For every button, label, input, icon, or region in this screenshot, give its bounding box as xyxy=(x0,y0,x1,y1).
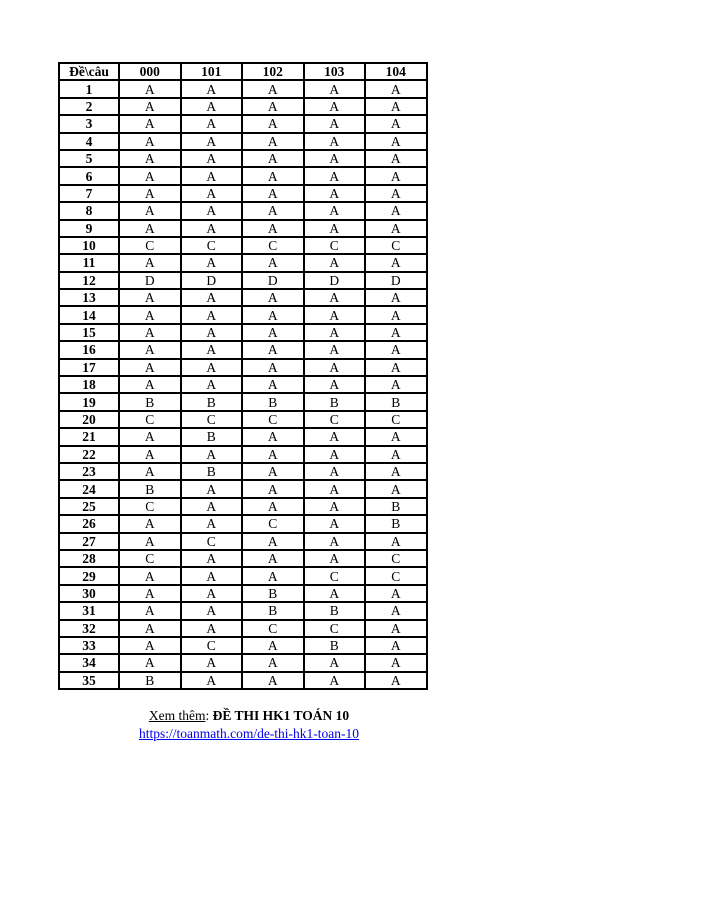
answer-cell: A xyxy=(304,533,366,550)
answer-cell: A xyxy=(119,533,181,550)
answer-cell: A xyxy=(242,533,304,550)
answer-cell: A xyxy=(242,150,304,167)
question-number-cell: 27 xyxy=(59,533,119,550)
answer-cell: A xyxy=(304,167,366,184)
answer-cell: A xyxy=(242,98,304,115)
answer-cell: A xyxy=(304,654,366,671)
question-number-cell: 35 xyxy=(59,672,119,689)
answer-cell: A xyxy=(304,550,366,567)
table-row xyxy=(59,672,427,689)
answer-cell: A xyxy=(119,463,181,480)
table-row xyxy=(59,446,427,463)
answer-cell: A xyxy=(304,376,366,393)
answer-cell: A xyxy=(242,480,304,497)
answer-cell: A xyxy=(181,133,243,150)
question-number-cell: 24 xyxy=(59,480,119,497)
answer-cell: A xyxy=(119,289,181,306)
answer-cell: A xyxy=(181,602,243,619)
answer-cell: A xyxy=(242,341,304,358)
answer-cell: A xyxy=(181,115,243,132)
table-row xyxy=(59,550,427,567)
question-number-cell: 8 xyxy=(59,202,119,219)
answer-cell: A xyxy=(304,98,366,115)
answer-cell: A xyxy=(242,359,304,376)
answer-cell: A xyxy=(304,446,366,463)
question-number-cell: 1 xyxy=(59,80,119,97)
answer-cell: C xyxy=(242,620,304,637)
answer-cell: A xyxy=(242,80,304,97)
answer-cell: A xyxy=(119,585,181,602)
answer-cell: C xyxy=(242,237,304,254)
answer-cell: A xyxy=(242,115,304,132)
table-row xyxy=(59,133,427,150)
answer-cell: A xyxy=(365,620,427,637)
answer-cell: A xyxy=(181,220,243,237)
answer-cell: A xyxy=(242,654,304,671)
answer-cell: A xyxy=(304,498,366,515)
answer-cell: A xyxy=(181,654,243,671)
answer-cell: D xyxy=(181,272,243,289)
table-row xyxy=(59,533,427,550)
answer-cell: C xyxy=(181,533,243,550)
see-more-label: Xem thêm xyxy=(148,708,206,723)
question-number-cell: 34 xyxy=(59,654,119,671)
answer-cell: A xyxy=(181,150,243,167)
answer-cell: A xyxy=(119,637,181,654)
answer-cell: A xyxy=(119,167,181,184)
question-number-cell: 17 xyxy=(59,359,119,376)
table-row xyxy=(59,80,427,97)
answer-cell: A xyxy=(242,167,304,184)
table-row xyxy=(59,272,427,289)
header-cell-exam-question: Đề\câu xyxy=(59,63,119,80)
answer-cell: A xyxy=(119,80,181,97)
question-number-cell: 6 xyxy=(59,167,119,184)
answer-cell: A xyxy=(119,428,181,445)
answer-cell: A xyxy=(181,376,243,393)
answer-cell: A xyxy=(365,585,427,602)
answer-cell: A xyxy=(365,602,427,619)
answer-cell: B xyxy=(304,602,366,619)
answer-cell: A xyxy=(365,637,427,654)
answer-cell: A xyxy=(365,341,427,358)
table-row xyxy=(59,463,427,480)
answer-cell: A xyxy=(119,324,181,341)
answer-cell: A xyxy=(119,98,181,115)
answer-cell: A xyxy=(119,620,181,637)
header-cell-exam-code: 103 xyxy=(304,63,366,80)
answer-cell: C xyxy=(119,550,181,567)
answer-cell: C xyxy=(119,498,181,515)
table-row xyxy=(59,220,427,237)
answer-cell: B xyxy=(304,393,366,410)
table-row xyxy=(59,202,427,219)
answer-cell: D xyxy=(119,272,181,289)
answer-cell: A xyxy=(242,202,304,219)
question-number-cell: 3 xyxy=(59,115,119,132)
answer-cell: A xyxy=(304,324,366,341)
table-row xyxy=(59,254,427,271)
question-number-cell: 11 xyxy=(59,254,119,271)
question-number-cell: 19 xyxy=(59,393,119,410)
answer-cell: A xyxy=(181,672,243,689)
question-number-cell: 28 xyxy=(59,550,119,567)
table-row xyxy=(59,654,427,671)
table-row xyxy=(59,515,427,532)
question-number-cell: 10 xyxy=(59,237,119,254)
table-body xyxy=(59,80,427,689)
answer-cell: D xyxy=(304,272,366,289)
answer-cell: A xyxy=(365,306,427,323)
answer-cell: A xyxy=(119,446,181,463)
answer-cell: A xyxy=(365,202,427,219)
answer-cell: B xyxy=(242,602,304,619)
table-row xyxy=(59,237,427,254)
answer-cell: C xyxy=(304,237,366,254)
table-row xyxy=(59,289,427,306)
question-number-cell: 2 xyxy=(59,98,119,115)
answer-cell: A xyxy=(181,446,243,463)
question-number-cell: 32 xyxy=(59,620,119,637)
answer-cell: C xyxy=(365,411,427,428)
table-row xyxy=(59,567,427,584)
answer-cell: A xyxy=(242,550,304,567)
table-row xyxy=(59,306,427,323)
answer-cell: C xyxy=(181,637,243,654)
answer-cell: D xyxy=(242,272,304,289)
answer-cell: A xyxy=(304,289,366,306)
answer-cell: C xyxy=(365,550,427,567)
answer-cell: A xyxy=(365,376,427,393)
answer-cell: A xyxy=(365,98,427,115)
question-number-cell: 15 xyxy=(59,324,119,341)
see-more-title: ĐỀ THI HK1 TOÁN 10 xyxy=(212,708,350,723)
answer-cell: A xyxy=(119,220,181,237)
answer-cell: A xyxy=(365,672,427,689)
answer-cell: A xyxy=(119,602,181,619)
answer-cell: A xyxy=(181,620,243,637)
table-row xyxy=(59,637,427,654)
answer-cell: A xyxy=(119,376,181,393)
answer-cell: C xyxy=(365,237,427,254)
answer-cell: B xyxy=(365,515,427,532)
question-number-cell: 29 xyxy=(59,567,119,584)
table-row xyxy=(59,480,427,497)
answer-cell: A xyxy=(304,515,366,532)
question-number-cell: 21 xyxy=(59,428,119,445)
answer-cell: C xyxy=(242,515,304,532)
answer-cell: A xyxy=(365,428,427,445)
answer-cell: A xyxy=(181,359,243,376)
answer-cell: A xyxy=(119,306,181,323)
answer-cell: A xyxy=(242,254,304,271)
header-cell-exam-code: 102 xyxy=(242,63,304,80)
answer-cell: A xyxy=(304,341,366,358)
answer-cell: B xyxy=(304,637,366,654)
question-number-cell: 4 xyxy=(59,133,119,150)
answer-cell: A xyxy=(304,585,366,602)
answer-cell: A xyxy=(242,133,304,150)
answer-cell: B xyxy=(119,480,181,497)
answer-cell: A xyxy=(119,254,181,271)
answer-cell: A xyxy=(181,550,243,567)
header-cell-exam-code: 000 xyxy=(119,63,181,80)
answer-cell: B xyxy=(181,428,243,445)
answer-cell: A xyxy=(242,567,304,584)
answer-cell: A xyxy=(119,341,181,358)
answer-cell: B xyxy=(365,498,427,515)
answer-cell: A xyxy=(304,80,366,97)
answer-cell: A xyxy=(365,324,427,341)
table-row xyxy=(59,498,427,515)
answer-cell: A xyxy=(304,185,366,202)
table-row xyxy=(59,341,427,358)
question-number-cell: 12 xyxy=(59,272,119,289)
answer-cell: C xyxy=(181,411,243,428)
table-row xyxy=(59,98,427,115)
answer-cell: B xyxy=(119,393,181,410)
answer-cell: B xyxy=(242,393,304,410)
question-number-cell: 16 xyxy=(59,341,119,358)
answer-cell: A xyxy=(181,98,243,115)
answer-cell: A xyxy=(365,654,427,671)
answer-cell: A xyxy=(304,202,366,219)
question-number-cell: 25 xyxy=(59,498,119,515)
answer-cell: A xyxy=(242,185,304,202)
answer-cell: A xyxy=(119,202,181,219)
answer-cell: A xyxy=(181,480,243,497)
answer-cell: A xyxy=(365,80,427,97)
answer-cell: A xyxy=(365,167,427,184)
answer-cell: B xyxy=(365,393,427,410)
answer-cell: B xyxy=(181,463,243,480)
answer-cell: A xyxy=(365,480,427,497)
answer-cell: A xyxy=(365,533,427,550)
table-row xyxy=(59,115,427,132)
answer-cell: B xyxy=(242,585,304,602)
answer-cell: A xyxy=(181,515,243,532)
header-cell-exam-code: 101 xyxy=(181,63,243,80)
table-row xyxy=(59,359,427,376)
question-number-cell: 13 xyxy=(59,289,119,306)
answer-cell: B xyxy=(181,393,243,410)
answer-cell: A xyxy=(242,446,304,463)
answer-cell: A xyxy=(365,289,427,306)
answer-cell: A xyxy=(304,359,366,376)
answer-cell: A xyxy=(242,498,304,515)
table-row xyxy=(59,393,427,410)
answer-cell: A xyxy=(365,446,427,463)
question-number-cell: 22 xyxy=(59,446,119,463)
see-more-line xyxy=(58,708,440,724)
question-number-cell: 5 xyxy=(59,150,119,167)
header-cell-exam-code: 104 xyxy=(365,63,427,80)
question-number-cell: 20 xyxy=(59,411,119,428)
answer-cell: A xyxy=(119,359,181,376)
answer-cell: A xyxy=(365,359,427,376)
answer-cell: A xyxy=(181,202,243,219)
table-row xyxy=(59,185,427,202)
see-more-separator: : xyxy=(205,708,213,723)
answer-cell: A xyxy=(119,185,181,202)
answer-cell: A xyxy=(181,167,243,184)
question-number-cell: 7 xyxy=(59,185,119,202)
answer-cell: A xyxy=(304,220,366,237)
answer-cell: A xyxy=(304,133,366,150)
answer-cell: A xyxy=(365,115,427,132)
answer-cell: A xyxy=(365,185,427,202)
answer-cell: C xyxy=(365,567,427,584)
answer-cell: A xyxy=(304,115,366,132)
answer-cell: A xyxy=(304,306,366,323)
answer-cell: A xyxy=(242,220,304,237)
answer-cell: A xyxy=(304,428,366,445)
answer-cell: A xyxy=(242,672,304,689)
table-row xyxy=(59,376,427,393)
answer-cell: A xyxy=(242,376,304,393)
answer-cell: A xyxy=(242,637,304,654)
table-header-row xyxy=(59,63,427,80)
answer-cell: A xyxy=(119,654,181,671)
answer-cell: C xyxy=(304,620,366,637)
answer-cell: A xyxy=(119,567,181,584)
table-row xyxy=(59,602,427,619)
answer-cell: C xyxy=(181,237,243,254)
answer-cell: A xyxy=(304,254,366,271)
answer-cell: C xyxy=(242,411,304,428)
answer-cell: A xyxy=(365,150,427,167)
answer-cell: A xyxy=(304,672,366,689)
answer-cell: A xyxy=(119,150,181,167)
answer-cell: C xyxy=(119,411,181,428)
answer-cell: A xyxy=(242,463,304,480)
question-number-cell: 26 xyxy=(59,515,119,532)
see-more-link-line xyxy=(58,726,440,742)
answer-cell: A xyxy=(181,306,243,323)
answer-cell: A xyxy=(365,133,427,150)
question-number-cell: 33 xyxy=(59,637,119,654)
answer-cell: A xyxy=(304,463,366,480)
table-row xyxy=(59,585,427,602)
question-number-cell: 31 xyxy=(59,602,119,619)
answer-cell: A xyxy=(304,150,366,167)
answer-cell: A xyxy=(181,341,243,358)
see-more-link[interactable]: https://toanmath.com/de-thi-hk1-toan-10 xyxy=(138,726,360,741)
table-row xyxy=(59,411,427,428)
table-row xyxy=(59,324,427,341)
answer-cell: A xyxy=(242,324,304,341)
answer-cell: A xyxy=(181,567,243,584)
answer-cell: A xyxy=(181,498,243,515)
answer-cell: A xyxy=(181,80,243,97)
answer-cell: A xyxy=(365,463,427,480)
answer-cell: C xyxy=(304,567,366,584)
answer-cell: A xyxy=(181,289,243,306)
answer-cell: C xyxy=(304,411,366,428)
answer-cell: A xyxy=(119,133,181,150)
answer-cell: A xyxy=(181,254,243,271)
answer-cell: A xyxy=(365,254,427,271)
answer-cell: A xyxy=(242,428,304,445)
answer-cell: A xyxy=(242,306,304,323)
question-number-cell: 9 xyxy=(59,220,119,237)
table-row xyxy=(59,167,427,184)
answer-cell: C xyxy=(119,237,181,254)
table-row xyxy=(59,150,427,167)
answer-cell: A xyxy=(365,220,427,237)
answer-cell: D xyxy=(365,272,427,289)
answer-cell: A xyxy=(181,185,243,202)
table-row xyxy=(59,428,427,445)
question-number-cell: 18 xyxy=(59,376,119,393)
answer-cell: A xyxy=(304,480,366,497)
question-number-cell: 30 xyxy=(59,585,119,602)
answer-cell: A xyxy=(181,585,243,602)
answer-cell: A xyxy=(119,115,181,132)
question-number-cell: 14 xyxy=(59,306,119,323)
question-number-cell: 23 xyxy=(59,463,119,480)
answer-cell: A xyxy=(242,289,304,306)
table-row xyxy=(59,620,427,637)
answer-cell: B xyxy=(119,672,181,689)
answer-cell: A xyxy=(119,515,181,532)
answer-cell: A xyxy=(181,324,243,341)
answer-key-table xyxy=(58,62,428,690)
